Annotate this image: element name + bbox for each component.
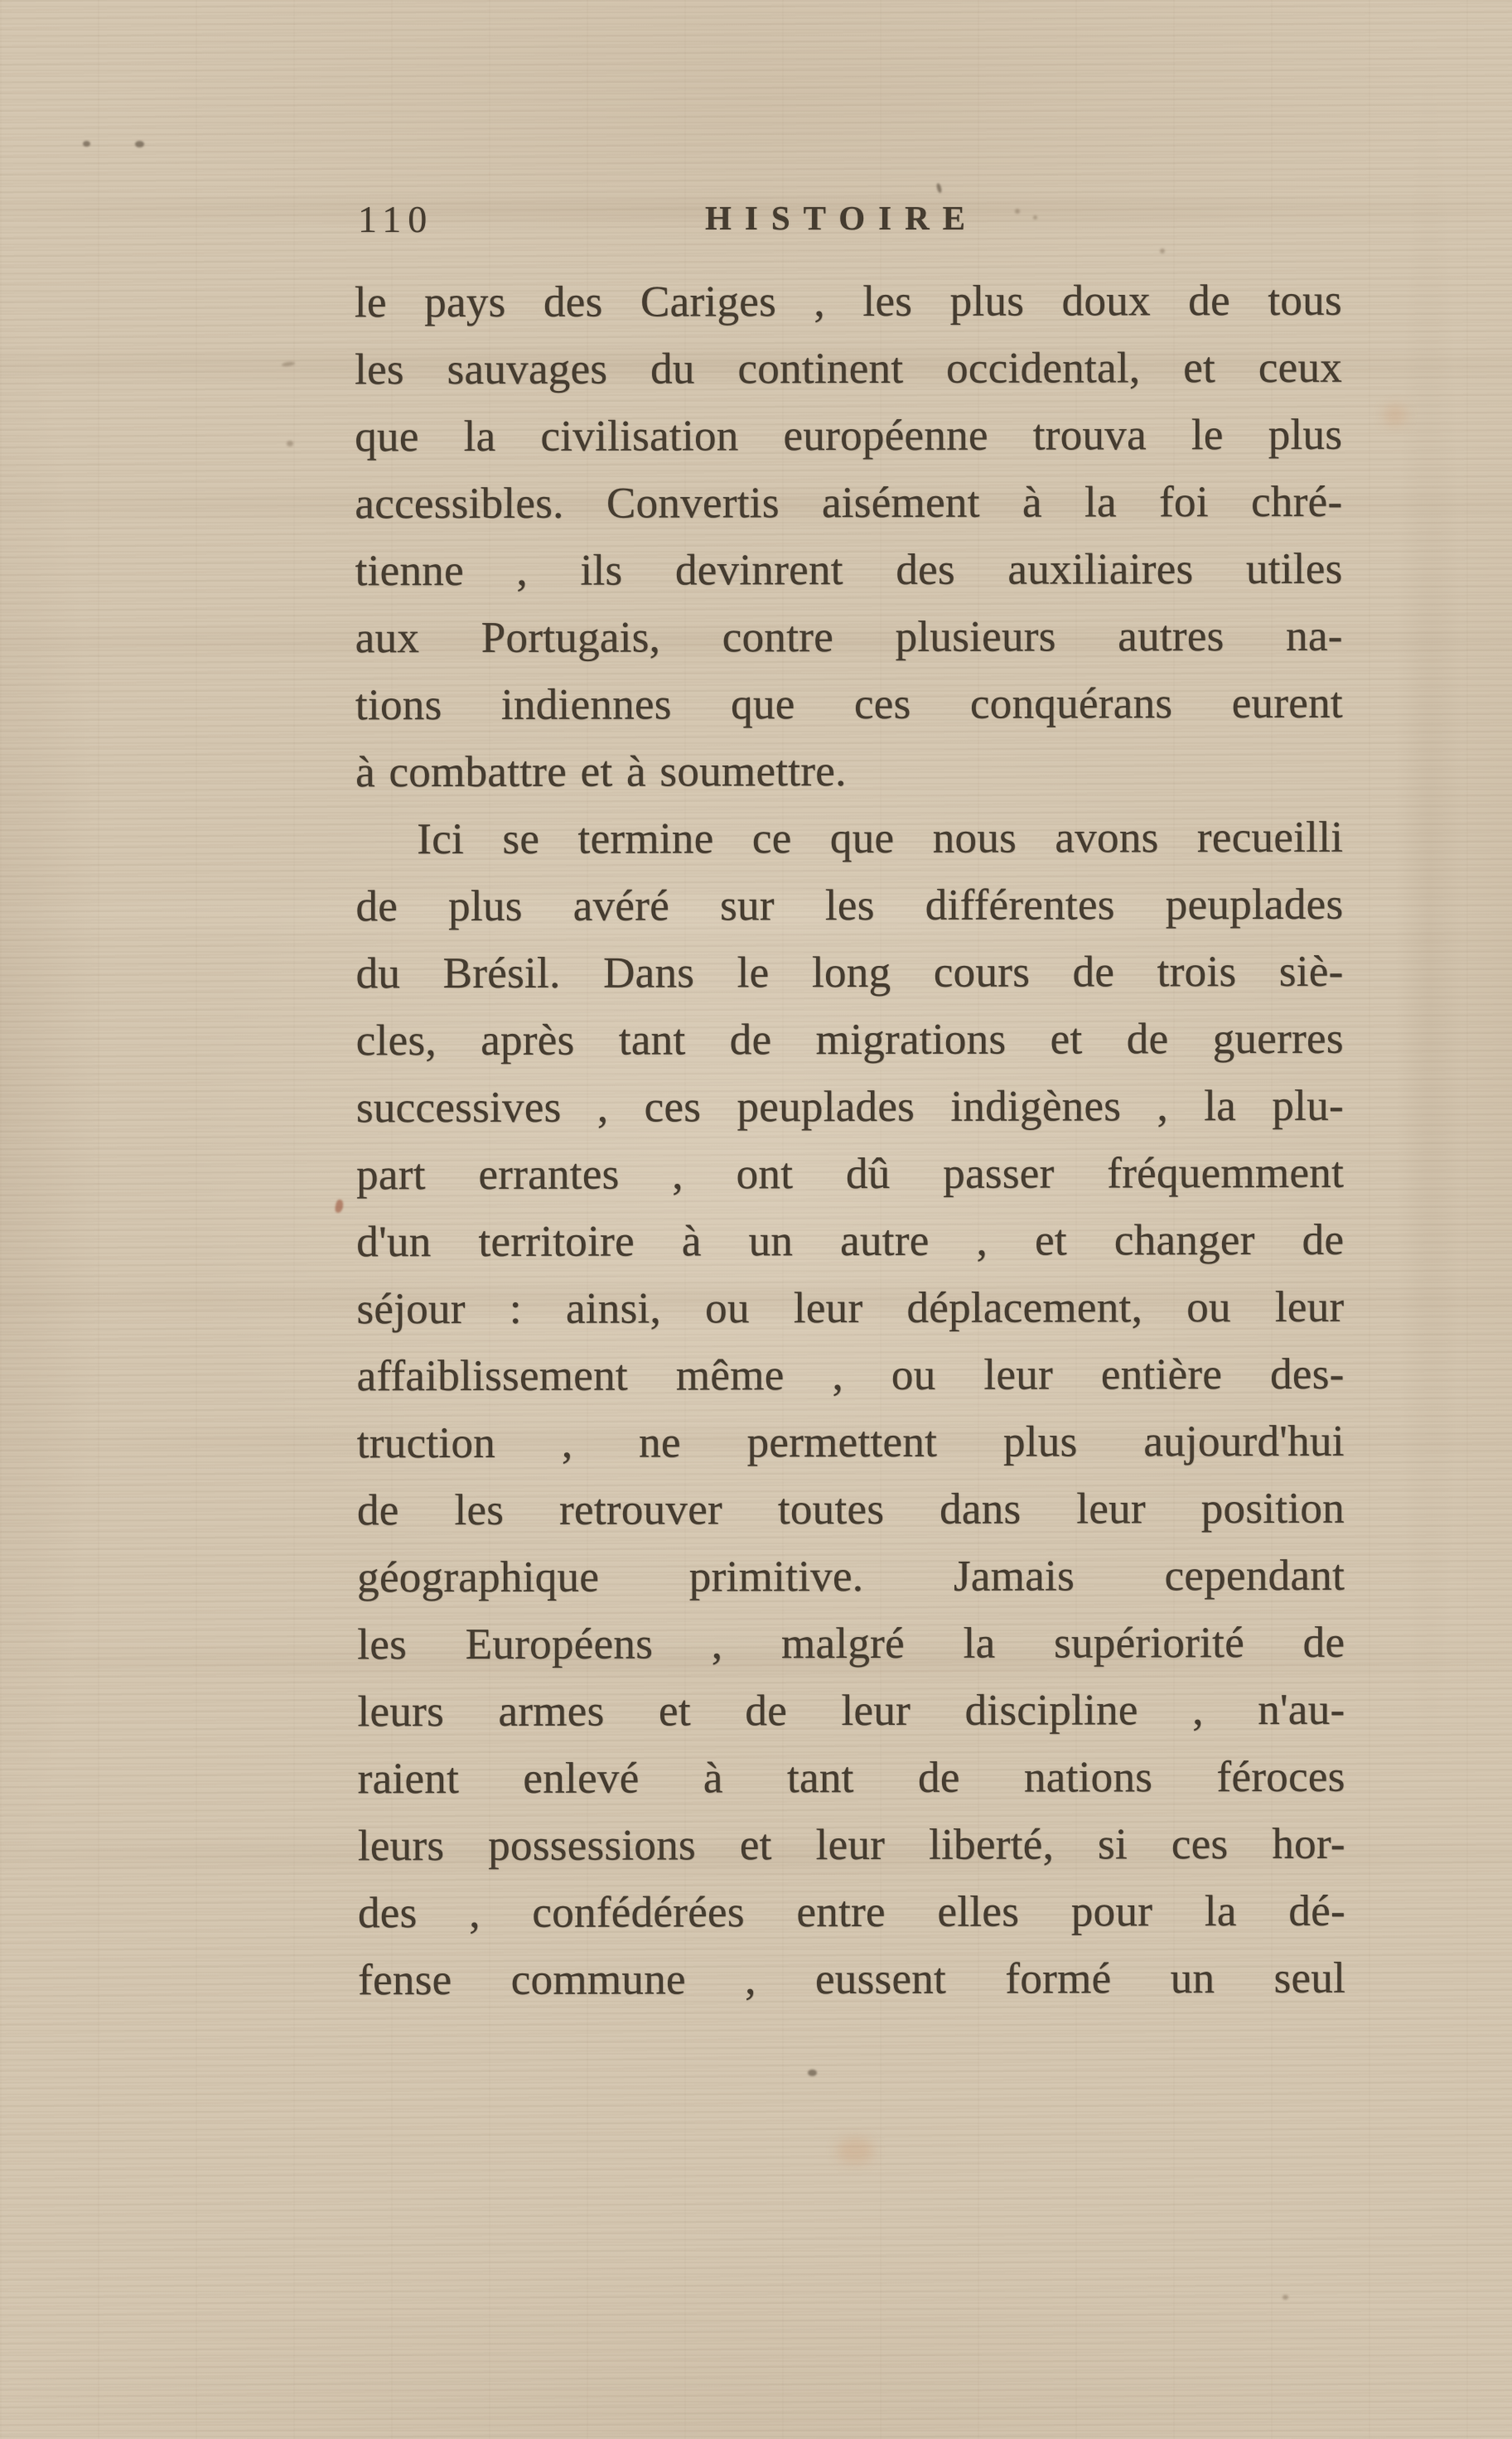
paper-stain (1384, 404, 1407, 426)
paper-stain (837, 2137, 874, 2164)
text-line: d'un territoire à un autre , et changer de (356, 1215, 1345, 1267)
page-number: 110 (358, 198, 434, 240)
text-line: des , confédérées entre elles pour la dé- (357, 1886, 1346, 1938)
text-line: tions indiennes que ces conquérans eurent (355, 679, 1343, 730)
text-line: de plus avéré sur les différentes peuplades (355, 880, 1344, 931)
text-line: à combattre et à soumettre. (355, 747, 847, 797)
text-line: aux Portugais, contre plusieurs autres na- (355, 611, 1343, 663)
text-line: part errantes , ont dû passer fréquemment (356, 1148, 1345, 1200)
text-line: géographique primitive. Jamais cependant (357, 1551, 1345, 1602)
text-line: leurs possessions et leur liberté, si ces hor- (357, 1819, 1345, 1871)
text-line: fense commune , eussent formé un seul (358, 1954, 1346, 2005)
text-line: que la civilisation européenne trouva le plus (355, 410, 1343, 461)
text-line: cles, après tant de migrations et de guerres (355, 1014, 1344, 1065)
ink-speck (282, 361, 296, 367)
text-line: de les retrouver toutes dans leur position (356, 1484, 1345, 1535)
ink-speck (83, 141, 90, 147)
text-line: leurs armes et de leur discipline , n'au- (357, 1685, 1345, 1736)
text-line: les Européens , malgré la supériorité de (357, 1618, 1345, 1669)
text-line: tienne , ils devinrent des auxiliaires utiles (355, 544, 1343, 596)
ink-speck (1283, 2295, 1288, 2300)
ink-speck (808, 2070, 817, 2076)
text-line: du Brésil. Dans le long cours de trois siè- (355, 947, 1344, 998)
text-line: raient enlevé à tant de nations féroces (357, 1752, 1345, 1804)
ink-speck (1160, 249, 1165, 254)
text-line: Ici se termine ce que nous avons recueilli (417, 813, 1344, 864)
text-line: accessibles. Convertis aisément à la foi chré- (355, 477, 1343, 529)
ink-speck (936, 183, 943, 194)
ink-speck (335, 1199, 345, 1213)
text-line: truction , ne permettent plus aujourd'hui (356, 1417, 1345, 1468)
text-line: les sauvages du continent occidental, et ceux (354, 343, 1343, 394)
page-header (356, 196, 1344, 239)
text-line: le pays des Cariges , les plus doux de tous (354, 276, 1342, 327)
text-line: successives , ces peuplades indigènes , la plu- (355, 1081, 1344, 1133)
ink-speck (287, 441, 293, 447)
running-header-title: HISTOIRE (704, 199, 979, 237)
text-line: séjour : ainsi, ou leur déplacement, ou leur (356, 1282, 1345, 1334)
ink-speck (135, 141, 144, 147)
text-line: affaiblissement même , ou leur entière des- (356, 1350, 1345, 1401)
body-text (355, 268, 1345, 2014)
